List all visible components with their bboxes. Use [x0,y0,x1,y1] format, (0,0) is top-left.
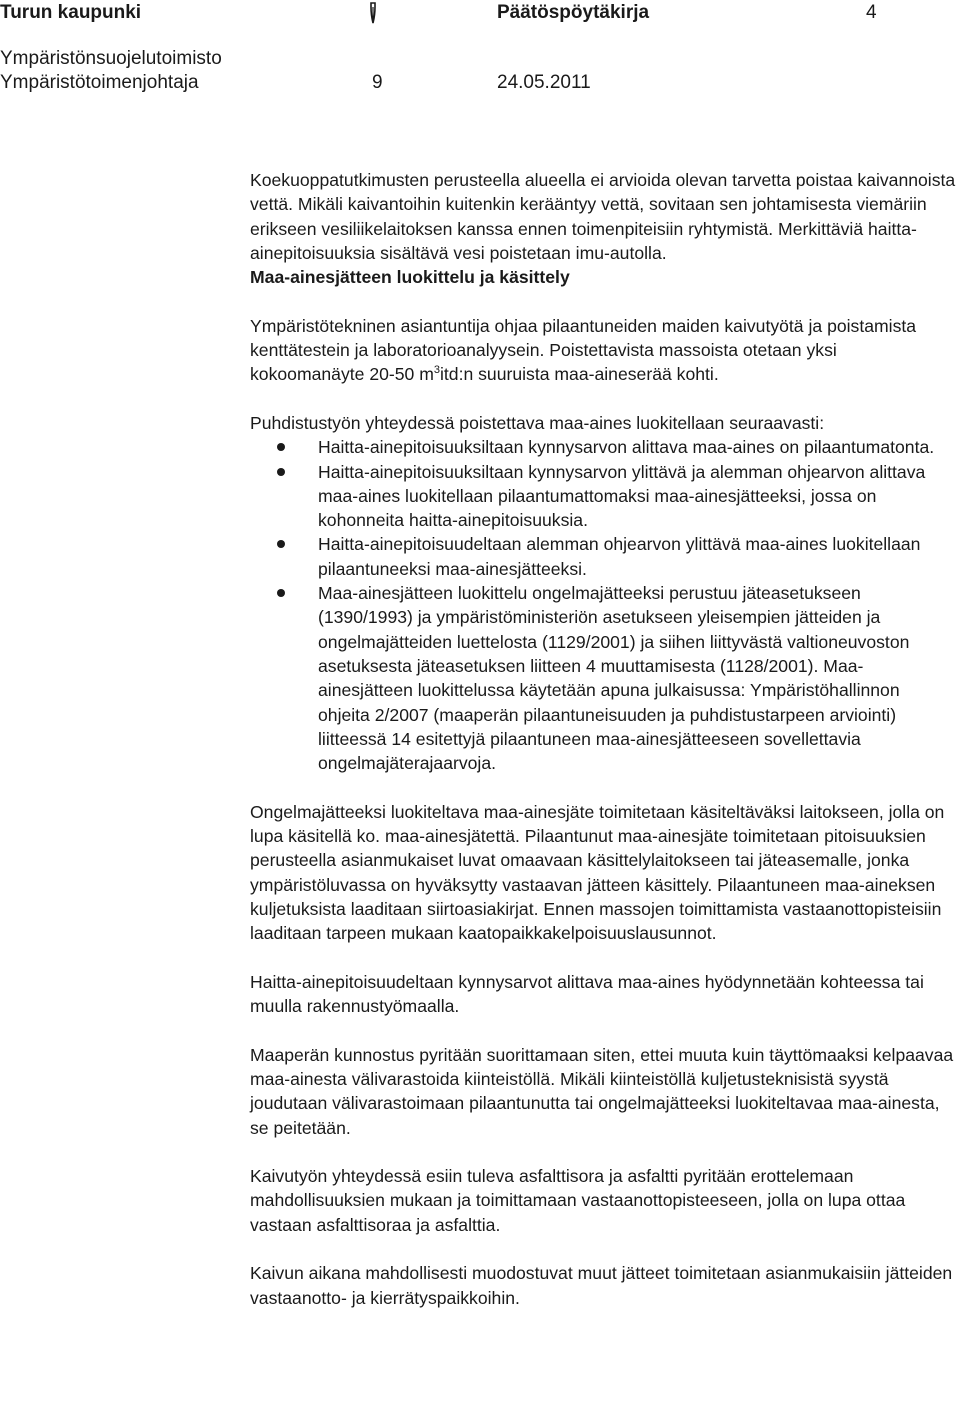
list-item [250,460,956,533]
sampling-text-a: Ympäristötekninen asiantuntija ohjaa pilaantuneiden maiden kaivutyötä ja poistamista kenttätestein ja laboratorioanalyysein. Poistettavista massoista otetaan yksi kokoomanäyte 20-50 m [250,315,917,385]
list-item [250,581,956,775]
paragraph-water-removal: Koekuoppatutkimusten perusteella alueella ei arvioida olevan tarvetta poistaa kaivannoista vettä. Mikäli kaivantoihin kuitenkin kerääntyy vettä, sovitaan sen johtamisesta viemäriin erikseen vesiliikelaitoksen kanssa ennen toimenpiteisiin ryhtymistä. Merkittäviä haitta-ainepitoisuuksia sisältävä vesi poistetaan imu-autolla. [250,170,956,263]
paragraph-storage: Maaperän kunnostus pyritään suorittamaan siten, ettei muuta kuin täyttömaaksi kelpaavaa maa-ainesta välivarastoida kiinteistöllä. Mikäli kiinteistöllä kuljetusteknisistä syystä joudutaan välivarastoimaan pilaantunutta tai ongelmajätteeksi luokiteltavaa maa-ainesta, se peitetään. [250,1044,954,1138]
paragraph-asphalt: Kaivutyön yhteydessä esiin tuleva asfalttisora ja asfaltti pyritään erottelemaan mahdollisuuksien mukaan ja toimittamaan vastaanottopisteeseen, jolla on lupa ottaa vastaan asfalttisoraa ja asfalttia. [250,1166,906,1235]
superscript-3: 3 [433,364,440,377]
list-item-text: Haitta-ainepitoisuuksiltaan kynnysarvon ylittävä ja alemman ohjearvon alittava maa-aines luokitellaan pilaantumattomaksi maa-ainesjätteeksi, jossa on kohonneita haitta-ainepitoisuuksia. [318,461,926,531]
bullet-icon [277,589,285,597]
bullet-icon [277,468,285,476]
document-type: Päätöspöytäkirja [497,2,650,23]
pen-icon [362,1,384,25]
meeting-date: 24.05.2011 [497,72,591,93]
sampling-text-b: itd:n suuruista maa-aineserää kohti. [439,364,719,385]
list-item-text: Maa-ainesjätteen luokittelu ongelmajätteeksi perustuu jäteasetukseen (1390/1993) ja ympäristöministeriön asetukseen yleisempien jätteiden ja ongelmajätteiden luettelosta (1129/2001) ja siihen liittyvästä valtioneuvoston asetuksesta jäteasetuksen liitteen 4 muuttamisesta (1128/2001). Maa-ainesjätteen luokittelussa käytetään apuna julkaisussa: Ympäristöhallinnon ohjeita 2/2007 (maaperän pilaantuneisuuden ja puhdistustarpeen arviointi) liitteessä 14 esitettyjä pilaantuneen maa-ainesjätteeseen sovellettavia ongelmajäterajaarvoja. [318,583,910,774]
paragraph-sampling [250,314,956,387]
paragraph-other-waste: Kaivun aikana mahdollisesti muodostuvat muut jätteet toimitetaan asianmukaisiin jätteiden vastaanotto- ja kierrätyspaikkoihin. [250,1263,953,1308]
classification-list [250,435,956,775]
document-body [250,168,956,1310]
bullet-icon [277,443,285,451]
list-item-text: Haitta-ainepitoisuuksiltaan kynnysarvon alittava maa-aines on pilaantumatonta. [318,437,935,458]
page-number: 4 [866,2,877,23]
role: Ympäristötoimenjohtaja [0,72,199,93]
organization-name: Turun kaupunki [0,2,142,23]
bullet-icon [277,540,285,548]
item-number: 9 [372,72,383,93]
list-item [250,532,956,581]
department: Ympäristönsuojelutoimisto [0,48,222,69]
section-heading: Maa-ainesjätteen luokittelu ja käsittely [250,267,570,288]
paragraph-reuse: Haitta-ainepitoisuudeltaan kynnysarvot alittava maa-aines hyödynnetään kohteessa tai muulla rakennustyömaalla. [250,971,924,1017]
paragraph-hazardous-waste: Ongelmajätteeksi luokiteltava maa-ainesjäte toimitetaan käsiteltäväksi laitokseen, jolla on lupa käsitellä ko. maa-ainesjätettä. Pilaantunut maa-ainesjäte toimitetaan pitoisuuksien perusteella asianmukaiset luvat omaavaan käsittelylaitokseen tai jäteasemalle, jonka ympäristöluvassa on hyväksytty vastaavan jätteen käsittely. Pilaantuneen maa-aineksen kuljetuksista laaditaan siirtoasiakirjat. Ennen massojen toimittamista vastaanottopisteisiin laaditaan tarpeen mukaan kaatopaikkakelpoisuuslausunnot. [250,801,945,944]
paragraph-classification-intro: Puhdistustyön yhteydessä poistettava maa-aines luokitellaan seuraavasti: [250,412,825,433]
list-item [250,435,956,459]
list-item-text: Haitta-ainepitoisuudeltaan alemman ohjearvon ylittävä maa-aines luokitellaan pilaantuneeksi maa-ainesjätteeksi. [318,534,921,579]
